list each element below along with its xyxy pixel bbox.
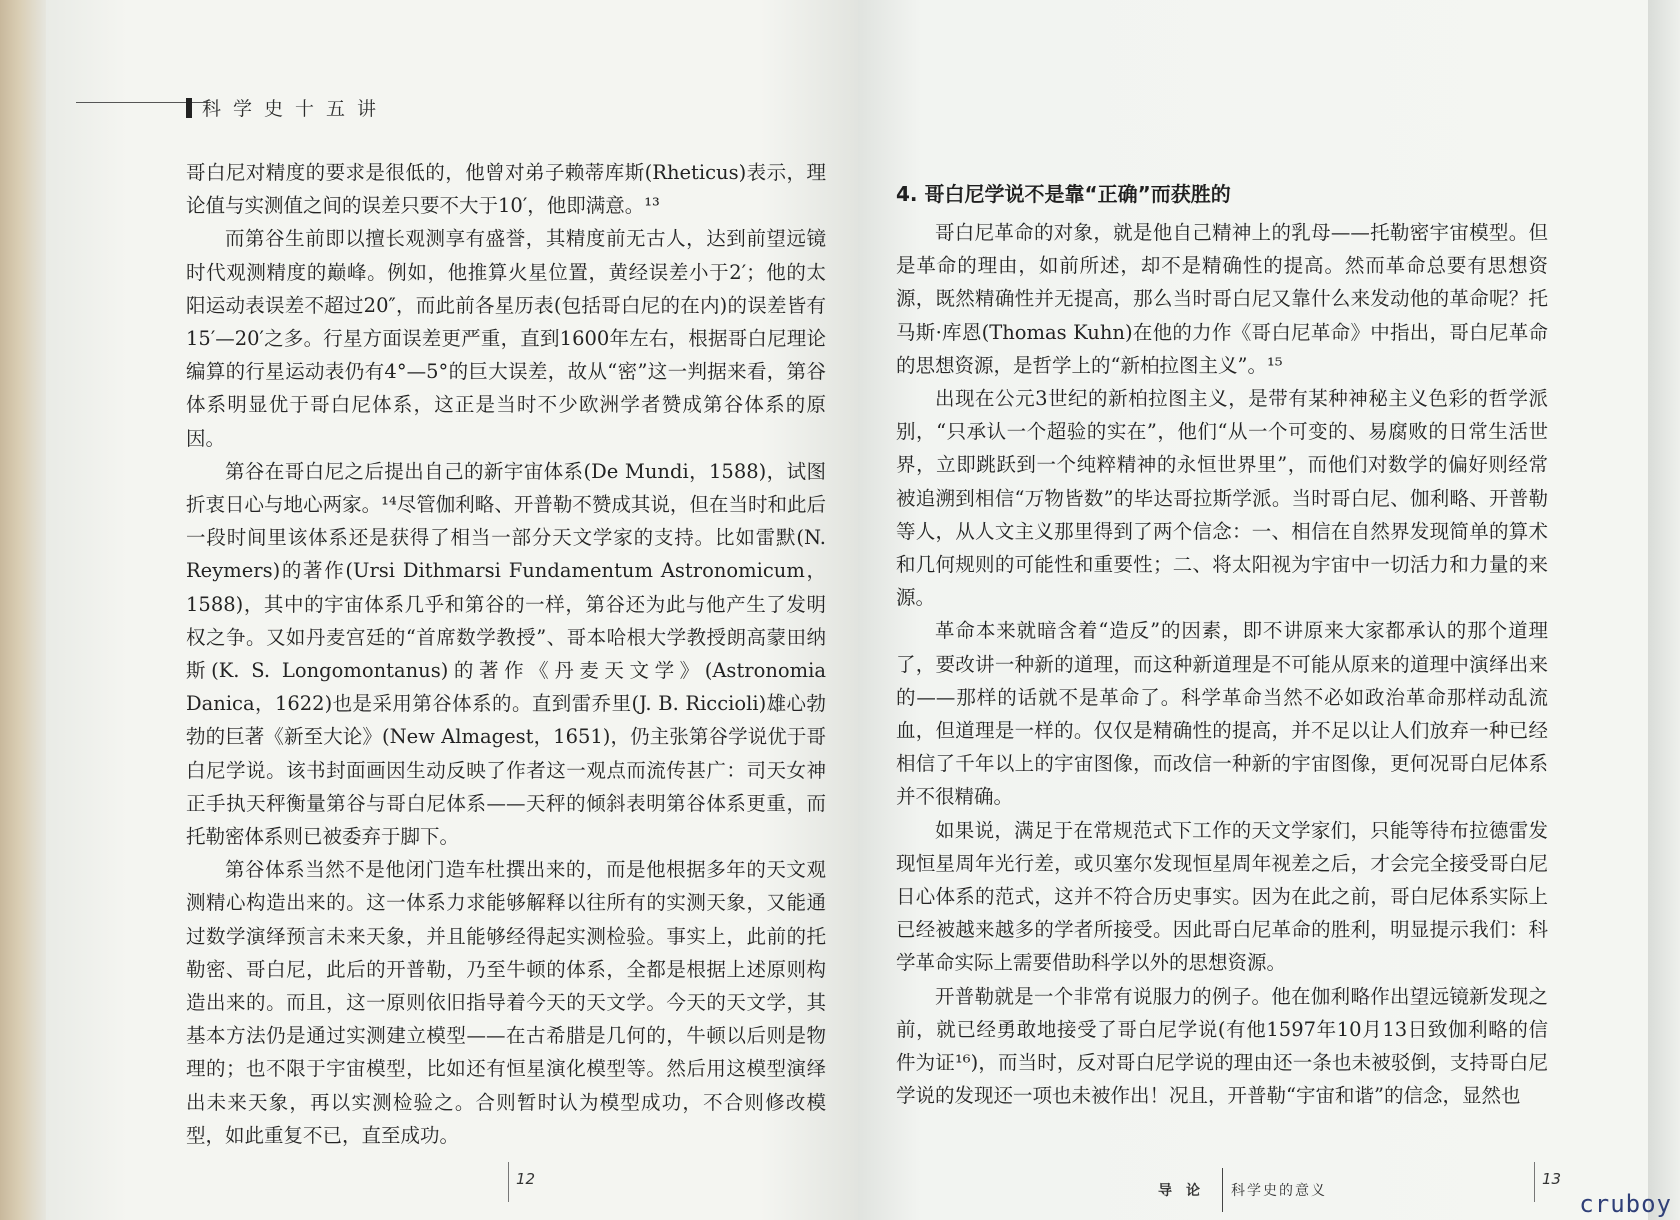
paragraph: 如果说，满足于在常规范式下工作的天文学家们，只能等待布拉德雷发现恒星周年光行差，或贝塞尔发现恒星周年视差之后，才会完全接受哥白尼日心体系的范式，这并不符合历史事实。因为在此之前，哥白尼体系实际上已经被越来越多的学者所接受。因此哥白尼革命的胜利，明显提示我们：科学革命实际上需要借助科学以外的思想资源。 bbox=[896, 818, 1548, 975]
running-head-text: 科学史十五讲 bbox=[202, 98, 389, 120]
watermark: cruboy bbox=[1579, 1190, 1672, 1218]
paragraph: 开普勒就是一个非常有说服力的例子。他在伽利略作出望远镜新发现之前，就已经勇敢地接受了哥白尼学说(有他1597年10月13日致伽利略的信件为证¹⁶)，而当时，反对哥白尼学说的理由还一条也未被驳倒，支持哥白尼学说的发现还一项也未被作出！况且，开普勒“宇宙和谐”的信念，显然也 bbox=[896, 984, 1548, 1108]
paragraph: 哥白尼革命的对象，就是他自己精神上的乳母——托勒密宇宙模型。但是革命的理由，如前所述，却不是精确性的提高。然而革命总要有思想资源，既然精确性并无提高，那么当时哥白尼又靠什么来发动他的革命呢？托马斯·库恩(Thomas Kuhn)在他的力作《哥白尼革命》中指出，哥白尼革命的思想资源，是哲学上的“新柏拉图主义”。¹⁵ bbox=[896, 221, 1548, 377]
paragraph: 第谷在哥白尼之后提出自己的新宇宙体系(De Mundi，1588)，试图折衷日心与地心两家。¹⁴尽管伽利略、开普勒不赞成其说，但在当时和此后一段时间里该体系还是获得了相当一部分天文学家的支持。比如雷默(N. Reymers)的著作(Ursi Dithmarsi Fundamentum Astronomicum，1588)，其中的宇宙体系几乎和第谷的一样，第谷还为此与他产生了发明权之争。又如丹麦宫廷的“首席数学教授”、哥本哈根大学教授朗高蒙田纳斯(K. S. Longomontanus)的著作《丹麦天文学》(Astronomia Danica，1622)也是采用第谷体系的。直到雷乔里(J. B. Riccioli)雄心勃勃的巨著《新至大论》(New Almagest，1651)，仍主张第谷学说优于哥白尼学说。该书封面画因生动反映了作者这一观点而流传甚广：司天女神正手执天秤衡量第谷与哥白尼体系——天秤的倾斜表明第谷体系更重，而托勒密体系则已被委弃于脚下。 bbox=[186, 459, 826, 849]
paragraph: 而第谷生前即以擅长观测享有盛誉，其精度前无古人，达到前望远镜时代观测精度的巅峰。例如，他推算火星位置，黄经误差小于2′；他的太阳运动表误差不超过20″，而此前各星历表(包括哥白尼的在内)的误差皆有15′—20′之多。行星方面误差更严重，直到1600年左右，根据哥白尼理论编算的行星运动表仍有4°—5°的巨大误差，故从“密”这一判据来看，第谷体系明显优于哥白尼体系，这正是当时不少欧洲学者赞成第谷体系的原因。 bbox=[186, 227, 826, 450]
left-body-text bbox=[186, 156, 826, 1152]
running-head bbox=[186, 94, 388, 121]
page-stack-edge-left bbox=[0, 0, 46, 1220]
section-title: 4. 哥白尼学说不是靠“正确”而获胜的 bbox=[896, 182, 1231, 206]
footer-chapter-title: 科学史的意义 bbox=[1231, 1183, 1327, 1199]
left-page bbox=[46, 0, 858, 1220]
paragraph: 第谷体系当然不是他闭门造车杜撰出来的，而是他根据多年的天文观测精心构造出来的。这一体系力求能够解释以往所有的实测天象，又能通过数学演绎预言未来天象，并且能够经得起实测检验。事实上，此前的托勒密、哥白尼，此后的开普勒，乃至牛顿的体系，全都是根据上述原则构造出来的。而且，这一原则依旧指导着今天的天文学。今天的天文学，其基本方法仍是通过实测建立模型——在古希腊是几何的，牛顿以后则是物理的；也不限于宇宙模型，比如还有恒星演化模型等。然后用这模型演绎出未来天象，再以实测检验之。合则暂时认为模型成功，不合则修改模型，如此重复不已，直至成功。 bbox=[186, 858, 826, 1147]
running-head-marker bbox=[186, 98, 192, 118]
footer-section-label: 导论 bbox=[1158, 1183, 1214, 1199]
page-number: 13 bbox=[1542, 1170, 1562, 1188]
page-number: 12 bbox=[516, 1170, 536, 1188]
paragraph: 革命本来就暗含着“造反”的因素，即不讲原来大家都承认的那个道理了，要改讲一种新的道理，而这种新道理是不可能从原来的道理中演绎出来的——那样的话就不是革命了。科学革命当然不必如政治革命那样动乱流血，但道理是一样的。仅仅是精确性的提高，并不足以让人们放弃一种已经相信了千年以上的宇宙图像，而改信一种新的宇宙图像，更何况哥白尼体系并不很精确。 bbox=[896, 619, 1548, 809]
folio-rule bbox=[508, 1162, 509, 1202]
footer-divider bbox=[1222, 1168, 1223, 1212]
paragraph: 哥白尼对精度的要求是很低的，他曾对弟子赖蒂库斯(Rheticus)表示，理论值与实测值之间的误差只要不大于10′，他即满意。¹³ bbox=[186, 161, 826, 218]
paragraph: 出现在公元3世纪的新柏拉图主义，是带有某种神秘主义色彩的哲学派别，“只承认一个超验的实在”，他们“从一个可变的、易腐败的日常生活世界，立即跳跃到一个纯粹精神的永恒世界里”，而他们对数学的偏好则经常被追溯到相信“万物皆数”的毕达哥拉斯学派。当时哥白尼、伽利略、开普勒等人，从人文主义那里得到了两个信念：一、相信在自然界发现简单的算术和几何规则的可能性和重要性；二、将太阳视为宇宙中一切活力和力量的来源。 bbox=[896, 387, 1548, 610]
right-page bbox=[858, 0, 1648, 1220]
folio-rule bbox=[1534, 1162, 1535, 1202]
right-body-text bbox=[896, 216, 1548, 1112]
running-foot bbox=[1158, 1168, 1327, 1212]
page-stack-edge-right bbox=[1648, 0, 1680, 1220]
